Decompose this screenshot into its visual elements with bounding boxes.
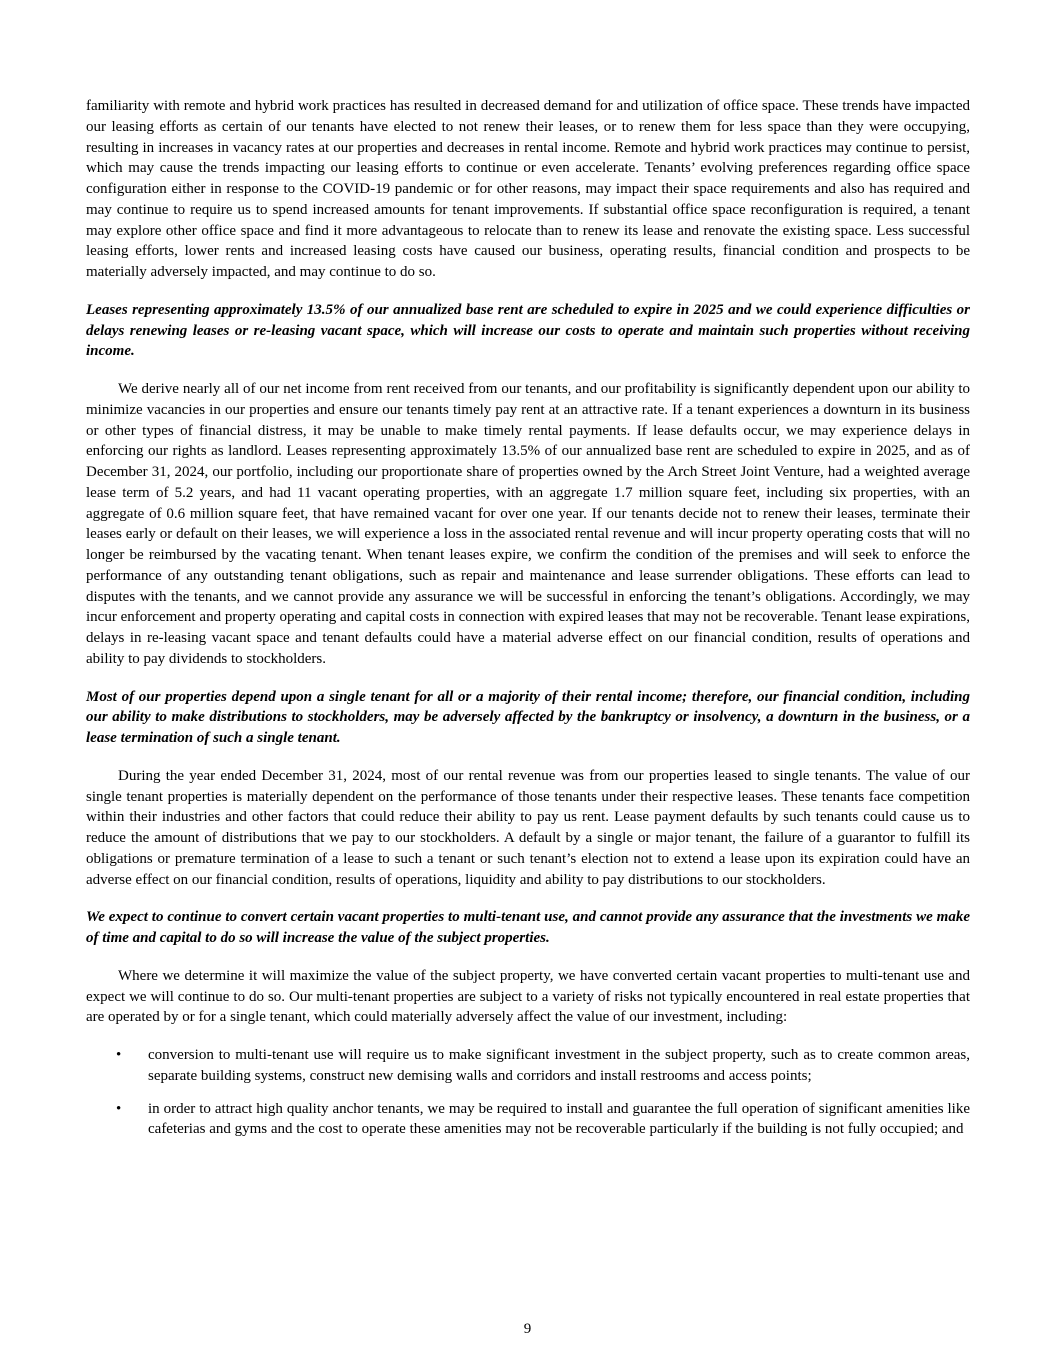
paragraph-single-tenant-revenue: During the year ended December 31, 2024, most of our rental revenue was from our properties leased to single tenants. The value of our single tenant properties is materially dependent on the performance of those tenants under their respective leases. These tenants face competition within their industries and other factors that could reduce their ability to pay us rent. Lease payment defaults by such tenants could cause us to reduce the amount of distributions that we pay to our stockholders. A default by a single or major tenant, the failure of a guarantor to fulfill its obligations or premature termination of a lease to such a tenant or such tenant’s election not to extend a lease upon its expiration could have an adverse effect on our financial condition, results of operations, liquidity and ability to pay distributions to our stockholders.	[86, 767, 970, 888]
list-item-text: conversion to multi-tenant use will require us to make significant investment in the subject property, such as to create common areas, separate building systems, construct new demising walls and corridors and install restrooms and access points;	[148, 1047, 970, 1084]
paragraph-office-space-trends: familiarity with remote and hybrid work practices has resulted in decreased demand for and utilization of office space. These trends have impacted our leasing efforts as certain of our tenants have elected to not renew their leases, or to renew them for less space than they were occupying, resulting in increases in vacancy rates at our properties and decreases in rental income. Remote and hybrid work practices may continue to persist, which may cause the trends impacting our leasing efforts to continue or even accelerate. Tenants’ evolving preferences regarding office space configuration either in response to the COVID-19 pandemic or for other reasons, may impact their space requirements and also has required and may continue to require us to spend increased amounts for tenant improvements. If substantial office space reconfiguration is required, a tenant may explore other office space and find it more advantageous to relocate than to renew its lease and renovate the existing space. Less successful leasing efforts, lower rents and increased leasing costs have caused our business, operating results, financial condition and prospects to be materially adversely impacted, and may continue to do so.	[86, 98, 970, 280]
list-item-text: in order to attract high quality anchor tenants, we may be required to install and guarantee the full operation of significant amenities like cafeterias and gyms and the cost to operate these amenities may not be recoverable particularly if the building is not fully occupied; and	[148, 1100, 970, 1138]
risk-bullet-list	[86, 1045, 970, 1140]
list-item	[86, 1099, 970, 1141]
page-number: 9	[523, 1321, 532, 1338]
bullet-icon: •	[116, 1100, 122, 1117]
risk-heading-multi-tenant-conversion: We expect to continue to convert certain vacant properties to multi-tenant use, and cannot provide any assurance that the investments we make of time and capital to do so will increase the value of the subject properties.	[86, 909, 970, 946]
list-item	[86, 1045, 970, 1087]
risk-heading-lease-expirations: Leases representing approximately 13.5% of our annualized base rent are scheduled to expire in 2025 and we could experience difficulties or delays renewing leases or re-leasing vacant space, which will increase our costs to operate and maintain such properties without receiving income.	[86, 301, 970, 360]
paragraph-net-income-from-rent: We derive nearly all of our net income from rent received from our tenants, and our profitability is significantly dependent upon our ability to minimize vacancies in our properties and ensure our tenants timely pay rent at an attractive rate. If a tenant experiences a downturn in its business or other types of financial distress, it may be unable to make timely rental payments. If lease defaults occur, we may experience delays in enforcing our rights as landlord. Leases representing approximately 13.5% of our annualized base rent are scheduled to expire in 2025, and as of December 31, 2024, our portfolio, including our proportionate share of properties owned by the Arch Street Joint Venture, had a weighted average lease term of 5.2 years, and had 11 vacant operating properties, with an aggregate 1.7 million square feet, including six properties, with an aggregate of 0.6 million square feet, that have remained vacant for over one year. If our tenants decide not to renew their leases, terminate their leases early or default on their leases, we will experience a loss in the associated rental revenue and will incur property operating costs that will no longer be reimbursed by the vacating tenant. When tenant leases expire, we confirm the condition of the premises and will seek to enforce the performance of any outstanding tenant obligations, such as repair and maintenance and lease surrender obligations. These efforts can lead to disputes with the tenants, and we cannot provide any assurance we will be successful in enforcing the tenant’s obligations. Accordingly, we may incur enforcement and property operating and capital costs in connection with expired leases that may not be recoverable. Tenant lease expirations, delays in re-leasing vacant space and tenant defaults could have a material adverse effect on our financial condition, results of operations and ability to pay dividends to stockholders.	[86, 381, 970, 667]
bullet-icon: •	[116, 1047, 122, 1063]
risk-heading-single-tenant-dependence: Most of our properties depend upon a single tenant for all or a majority of their rental income; therefore, our financial condition, including our ability to make distributions to stockholders, may be adversely affected by the bankruptcy or insolvency, a downturn in the business, or a lease termination of such a single tenant.	[86, 688, 970, 746]
paragraph-multi-tenant-risks: Where we determine it will maximize the value of the subject property, we have converted certain vacant properties to multi-tenant use and expect we will continue to do so. Our multi-tenant properties are subject to a variety of risks not typically encountered in real estate properties that are operated by or for a single tenant, which could materially adversely affect the value of our investment, including:	[86, 967, 970, 1026]
